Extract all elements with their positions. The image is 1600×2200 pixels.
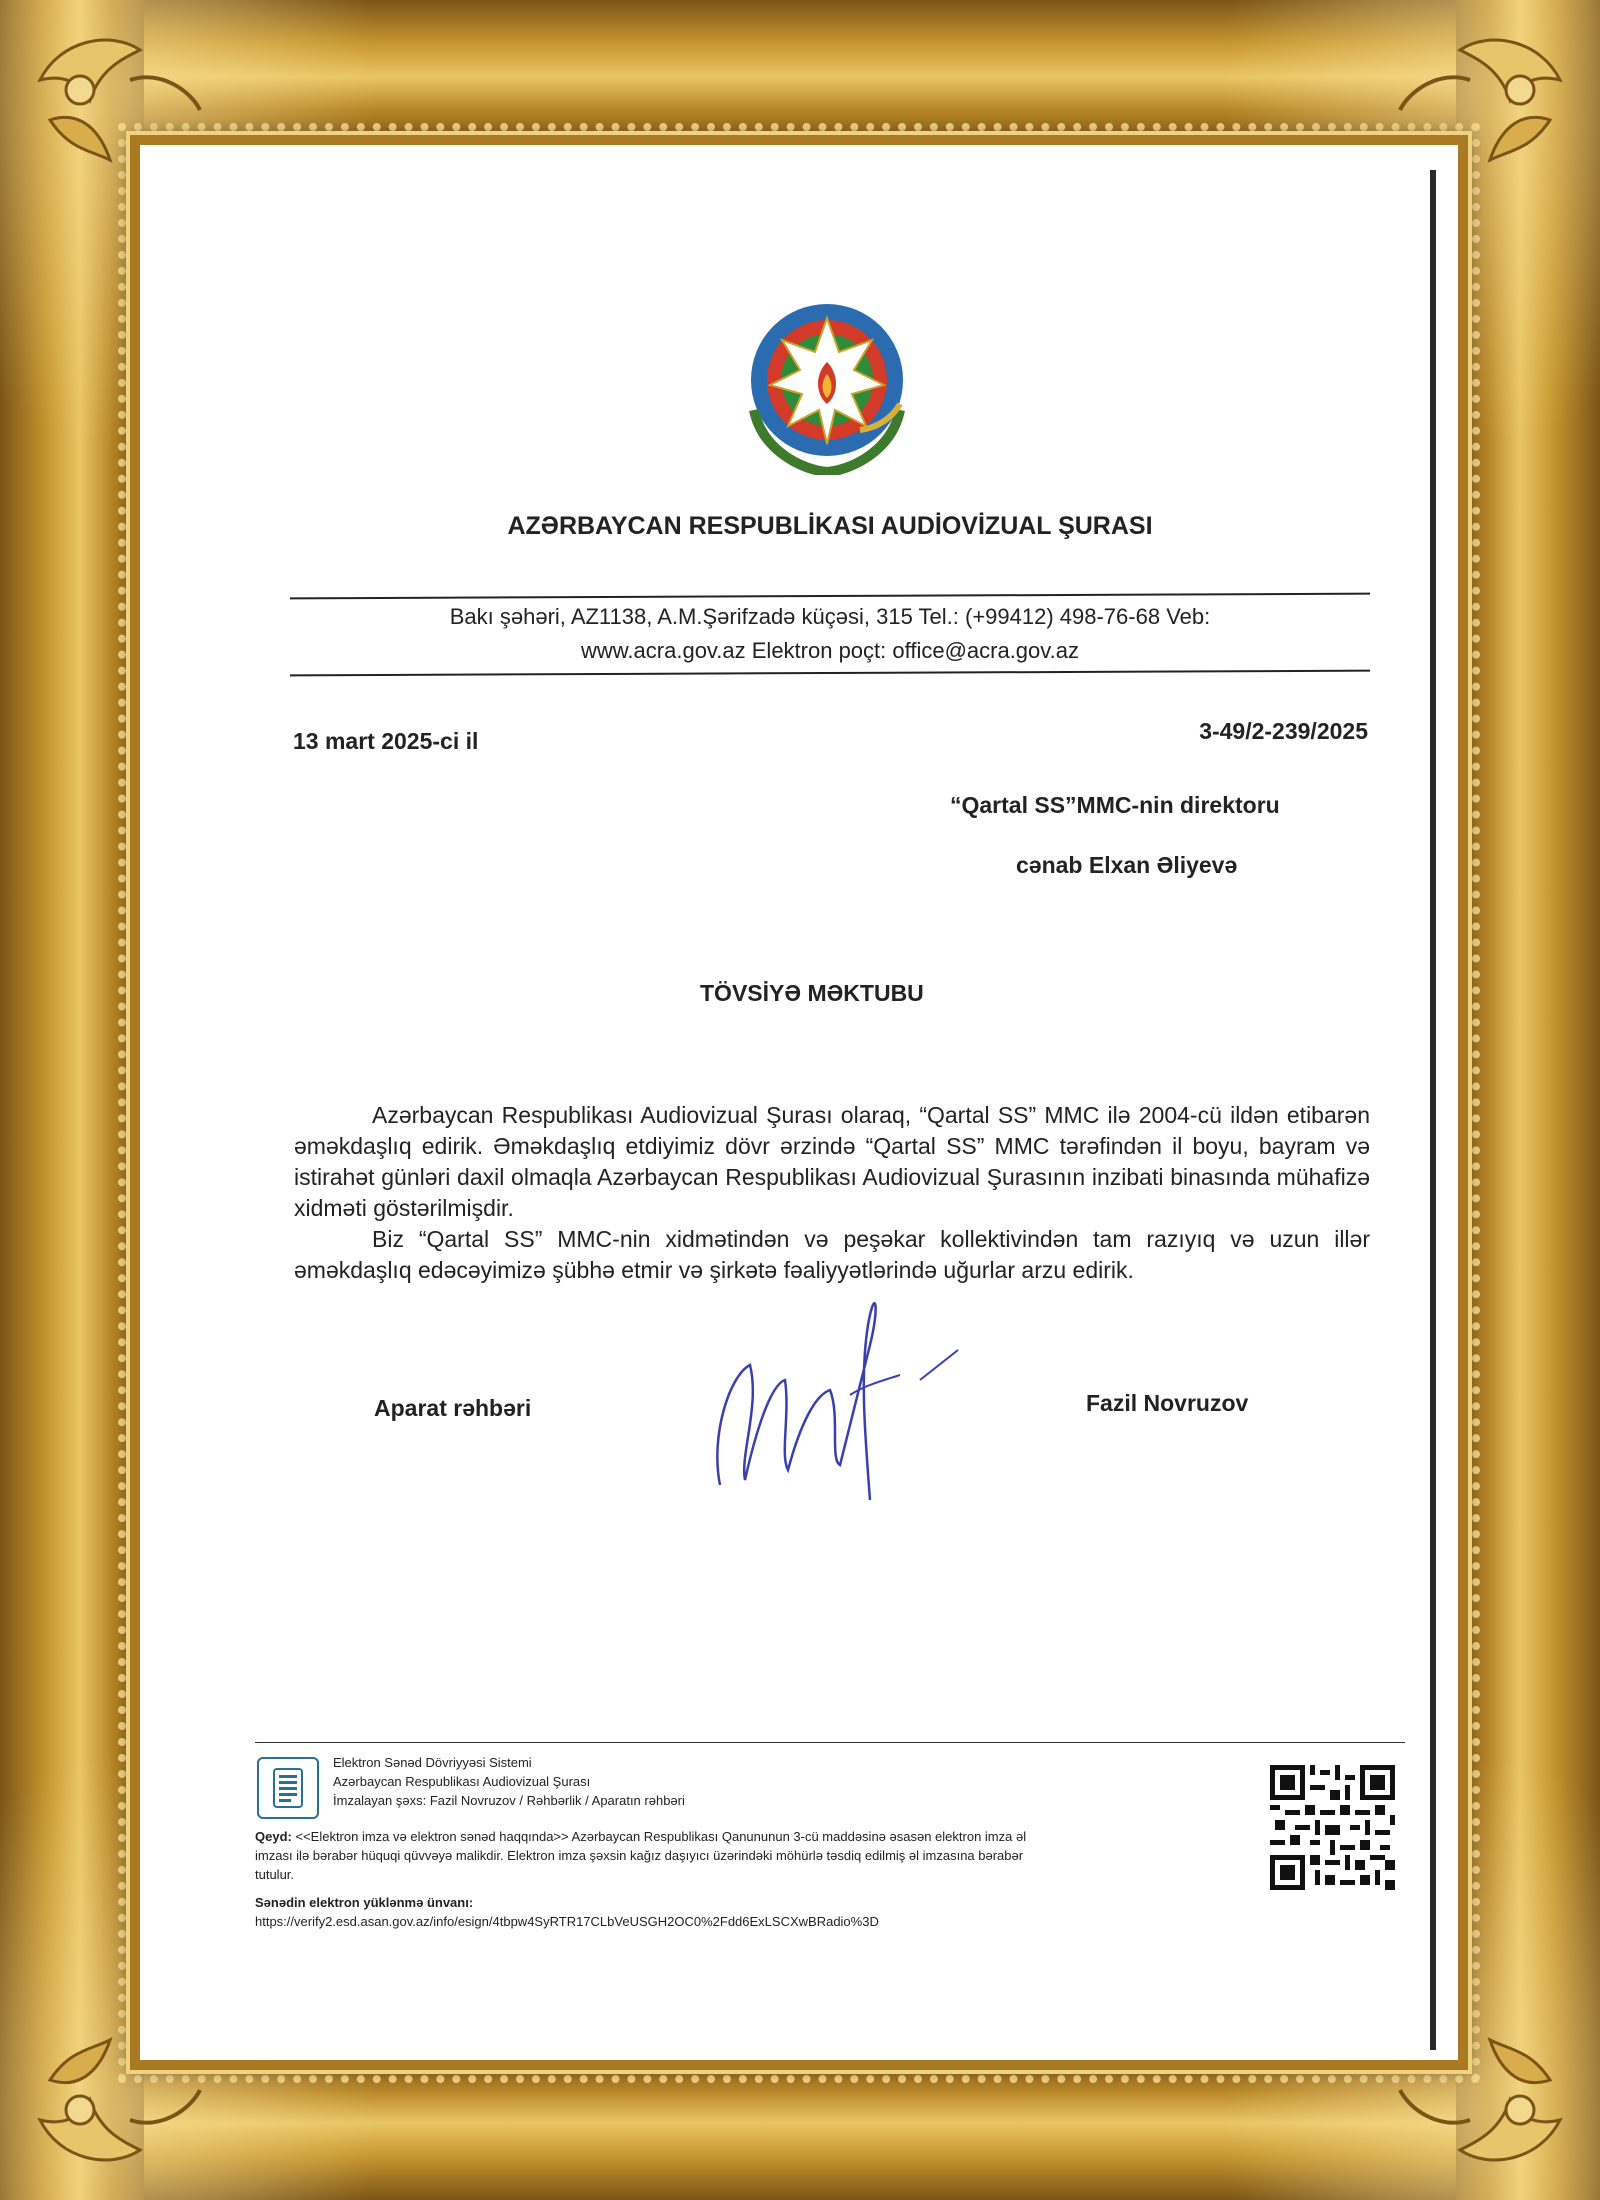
address-line-1: Bakı şəhəri, AZ1138, A.M.Şərifzadə küçəsi, 315 Tel.: (+99412) 498-76-68 Veb: <box>449 604 1211 629</box>
recipient-position: “Qartal SS”MMC-nin direktoru <box>950 792 1280 818</box>
verification-url[interactable]: https://verify2.esd.asan.gov.az/info/esign/4tbpw4SyRTR17CLbVeUSGH2OC0%2Fdd6ExLSCXwBRadio%3D <box>255 1914 879 1929</box>
handwritten-signature <box>690 1285 970 1510</box>
esign-footer-rule <box>255 1742 1405 1743</box>
verification-url-label: Sənədin elektron yüklənmə ünvanı: <box>255 1895 474 1910</box>
recipient-name: cənab Elxan Əliyevə <box>1016 852 1238 878</box>
letter-paragraph-1: Azərbaycan Respublikası Audiovizual Şurası olaraq, “Qartal SS” MMC ilə 2004-cü ildən etibarən əməkdaşlıq edirik. Əməkdaşlıq etdiyimiz dövr ərzində “Qartal SS” MMC tərəfindən il boyu, bayram və istirahət günləri daxil olmaqla Azərbaycan Respublikası Audiovizual Şurasının inzibati binasında mühafizə xidməti göstərilmişdir. <box>294 1102 1370 1221</box>
state-emblem-icon <box>742 300 912 475</box>
organization-title: AZƏRBAYCAN RESPUBLİKASI AUDİOVİZUAL ŞURASI <box>507 512 1153 540</box>
letter-paragraph-2: Biz “Qartal SS” MMC-nin xidmətindən və peşəkar kollektivindən tam razıyıq və uzun illər əməkdaşlıq edəcəyimizə şübhə etmir və şirkətə fəaliyyətlərində uğurlar arzu edirik. <box>294 1226 1370 1283</box>
esign-organization: Azərbaycan Respublikası Audiovizual Şurası <box>333 1774 591 1789</box>
signatory-name: Fazil Novruzov <box>1086 1390 1249 1416</box>
esign-legal-note <box>255 1827 1055 1884</box>
paper-edge-shadow <box>1430 170 1436 2050</box>
esign-note-text: <<Elektron imza və elektron sənəd haqqında>> Azərbaycan Respublikası Qanununun 3-cü maddəsinə əsasən elektron imza əl imzası ilə bərabər hüquqi qüvvəyə malikdir. Elektron imza şəxsin kağız daşıyıcı üzərindəki möhürlə təsdiq edilmiş əl imzasına bərabər tutulur. <box>255 1829 1027 1882</box>
esign-details <box>333 1753 685 1810</box>
esign-note-label: Qeyd: <box>255 1829 292 1844</box>
signatory-role: Aparat rəhbəri <box>374 1395 532 1421</box>
letter-date: 13 mart 2025-ci il <box>293 728 479 754</box>
registration-number: 3-49/2-239/2025 <box>1199 718 1368 744</box>
esign-signer: İmzalayan şəxs: Fazil Novruzov / Rəhbərlik / Aparatın rəhbəri <box>333 1793 685 1808</box>
esd-logo-icon <box>257 1757 319 1819</box>
esign-system-name: Elektron Sənəd Dövriyyəsi Sistemi <box>333 1755 532 1770</box>
letter-title: TÖVSİYƏ MƏKTUBU <box>700 980 924 1006</box>
letter-body <box>294 1100 1370 1286</box>
qr-code-icon[interactable] <box>1270 1765 1395 1890</box>
organization-address <box>290 600 1370 668</box>
address-line-2: www.acra.gov.az Elektron poçt: office@acra.gov.az <box>580 638 1079 663</box>
